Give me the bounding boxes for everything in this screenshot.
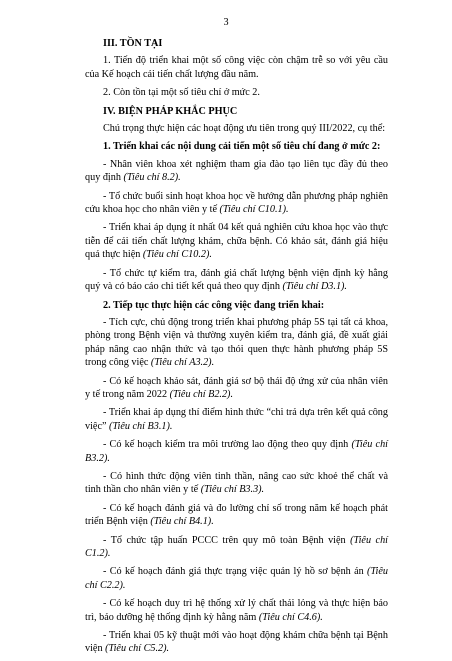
paragraph-text: - Có kế hoạch khảo sát, đánh giá sơ bộ thái độ ứng xử của nhân viên y tế trong năm 2022 xyxy=(85,375,388,400)
paragraph-text: - Có kế hoạch kiểm tra môi trường lao động theo quy định xyxy=(103,439,352,451)
paragraph xyxy=(85,375,388,402)
criterion-reference: (Tiêu chí 8.2). xyxy=(123,172,181,184)
paragraph xyxy=(85,221,388,261)
section-heading xyxy=(85,140,388,153)
section-heading xyxy=(85,105,388,118)
paragraph-text: - Có kế hoạch duy trì hệ thống xử lý chất thải lỏng và thực hiện bảo trì, bảo dưỡng hệ thống định kỳ hằng năm xyxy=(85,598,388,623)
paragraph xyxy=(85,158,388,185)
paragraph-text: - Tổ chức buổi sinh hoạt khoa học về hướng dẫn phương pháp nghiên cứu khoa học cho nhân viên y tế xyxy=(85,190,388,216)
heading-text: III. TỒN TẠI xyxy=(103,38,163,49)
section-heading xyxy=(85,299,388,312)
criterion-reference: (Tiêu chí B3.1). xyxy=(109,420,173,432)
paragraph-text: - Tổ chức tự kiểm tra, đánh giá chất lượng bệnh viện định kỳ hằng quý và có báo cáo chi tiết kết quả theo quy định xyxy=(85,267,388,293)
paragraph-text: - Tích cực, chủ động trong triển khai phương pháp 5S tại tất cả khoa, phòng trong Bệnh viện và thường xuyên kiểm tra, đánh giá, đề xuất giải pháp nâng cao nhận thức và tạo thói quen thực hành phương pháp 5S trong công việc xyxy=(85,316,388,369)
paragraph-text: - Tổ chức tập huấn PCCC trên quy mô toàn Bệnh viện xyxy=(103,534,351,546)
paragraph xyxy=(85,316,388,370)
paragraph xyxy=(85,534,388,561)
paragraph-text: - Có kế hoạch đánh giá và đo lường chỉ số trong năm kế hoạch phát triển Bệnh viện xyxy=(85,502,388,528)
paragraph xyxy=(85,267,388,294)
paragraph-text: 1. Tiến độ triển khai một số công việc còn chậm trễ so với yêu cầu của Kế hoạch cải tiến chất lượng đầu năm. xyxy=(85,55,388,80)
paragraph-text: 2. Còn tồn tại một số tiêu chí ở mức 2. xyxy=(103,87,260,99)
criterion-reference: (Tiêu chí C10.1). xyxy=(219,204,289,216)
criterion-reference: (Tiêu chí C5.2). xyxy=(105,643,170,655)
heading-text: 1. Triển khai các nội dung cải tiến một số tiêu chí đang ở mức 2: xyxy=(103,141,381,153)
paragraph xyxy=(85,502,388,529)
paragraph xyxy=(85,86,388,99)
criterion-reference: (Tiêu chí B3.3). xyxy=(200,484,265,496)
document-body xyxy=(85,37,388,661)
criterion-reference: (Tiêu chí C10.2). xyxy=(142,249,212,261)
criterion-reference: (Tiêu chí B4.1). xyxy=(150,516,214,528)
criterion-reference: (Tiêu chí C1.2). xyxy=(85,534,388,559)
criterion-reference: (Tiêu chí C4.6). xyxy=(258,611,323,623)
heading-text: 2. Tiếp tục thực hiện các công việc đang triển khai: xyxy=(103,299,325,311)
paragraph-text: Chú trọng thực hiện các hoạt động ưu tiên trong quý III/2022, cụ thể: xyxy=(103,123,386,135)
paragraph xyxy=(85,597,388,624)
paragraph xyxy=(85,406,388,433)
paragraph-text: - Triển khai 05 kỹ thuật mới vào hoạt động khám chữa bệnh tại Bệnh viện xyxy=(85,630,388,655)
paragraph xyxy=(85,470,388,497)
paragraph xyxy=(85,54,388,81)
paragraph-text: - Có kế hoạch đánh giá thực trạng việc quản lý hồ sơ bệnh án xyxy=(103,566,368,578)
paragraph-text: - Triển khai áp dụng ít nhất 04 kết quả nghiên cứu khoa học vào thực tiễn để cải tiến chất lượng khám, chữa bệnh. Có khảo sát, đánh giá hiệu quả thực hiện xyxy=(85,222,388,261)
paragraph-text: - Nhân viên khoa xét nghiệm tham gia đào tạo liên tục đầy đủ theo quy định xyxy=(85,158,388,184)
paragraph xyxy=(85,565,388,592)
paragraph-text: - Có hình thức động viên tinh thần, nâng cao sức khoẻ thể chất và tinh thần cho nhân viên y tế xyxy=(85,470,388,496)
heading-text: IV. BIỆN PHÁP KHẮC PHỤC xyxy=(103,105,238,117)
criterion-reference: (Tiêu chí C2.2). xyxy=(85,566,388,591)
criterion-reference: (Tiêu chí B3.2). xyxy=(85,439,388,464)
paragraph xyxy=(85,190,388,217)
criterion-reference: (Tiêu chí B2.2). xyxy=(169,388,233,400)
paragraph xyxy=(85,122,388,135)
page-number: 3 xyxy=(223,17,229,28)
section-heading xyxy=(85,37,388,50)
paragraph-text: - Triển khai áp dụng thí điểm hình thức “chi trả dựa trên kết quả công việc” xyxy=(85,407,388,432)
paragraph xyxy=(85,629,388,656)
paragraph xyxy=(85,438,388,465)
criterion-reference: (Tiêu chí A3.2). xyxy=(150,357,215,369)
criterion-reference: (Tiêu chí D3.1). xyxy=(282,281,347,293)
